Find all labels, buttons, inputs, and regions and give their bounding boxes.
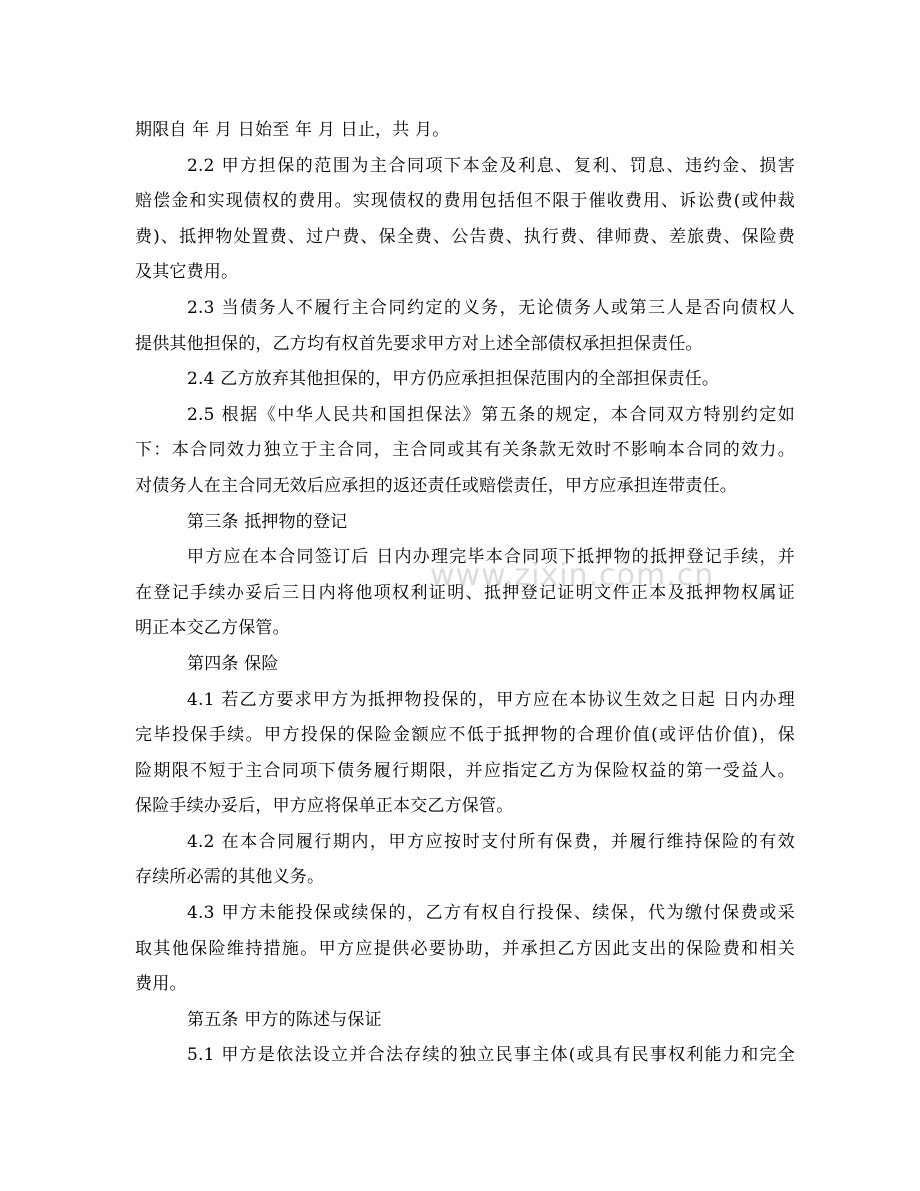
text-line: 4.1 若乙方要求甲方为抵押物投保的，甲方应在本协议生效之日起 日内办理 (187, 689, 795, 710)
text-line: 2.2 甲方担保的范围为主合同项下本金及利息、复利、罚息、违约金、损害 (187, 155, 795, 176)
text-line: 下：本合同效力独立于主合同，主合同或其有关条款无效时不影响本合同的效力。 (135, 440, 795, 461)
text-line: 保险手续办妥后，甲方应将保单正本交乙方保管。 (135, 796, 514, 817)
text-line: 及其它费用。 (135, 262, 239, 283)
text-line: 险期限不短于主合同项下债务履行期限，并应指定乙方为保险权益的第一受益人。 (135, 760, 795, 781)
text-line: 2.4 乙方放弃其他担保的，甲方仍应承担担保范围内的全部担保责任。 (187, 369, 720, 390)
text-line: 费用。 (135, 974, 187, 995)
watermark: www.zixin.com.cn (430, 558, 715, 593)
text-line: 4.3 甲方未能投保或续保的，乙方有权自行投保、续保，代为缴付保费或采 (187, 903, 795, 924)
text-line: 2.3 当债务人不履行主合同约定的义务，无论债务人或第三人是否向债权人 (187, 297, 795, 318)
text-line: 第四条 保险 (187, 653, 279, 674)
text-line: 存续所必需的其他义务。 (135, 867, 325, 888)
text-line: 赔偿金和实现债权的费用。实现债权的费用包括但不限于催收费用、诉讼费(或仲裁 (135, 191, 795, 212)
text-line: 甲方应在本合同签订后 日内办理完毕本合同项下抵押物的抵押登记手续，并 (187, 547, 795, 568)
text-line: 5.1 甲方是依法设立并合法存续的独立民事主体(或具有民事权利能力和完全 (187, 1045, 795, 1066)
text-line: 第三条 抵押物的登记 (187, 511, 348, 532)
text-line: 期限自 年 月 日始至 年 月 日止，共 月。 (135, 120, 450, 140)
text-line: 在登记手续办妥后三日内将他项权利证明、抵押登记证明文件正本及抵押物权属证 (135, 582, 795, 603)
text-line: 4.2 在本合同履行期内，甲方应按时支付所有保费，并履行维持保险的有效 (187, 831, 795, 852)
text-line: 取其他保险维持措施。甲方应提供必要协助，并承担乙方因此支出的保险费和相关 (135, 938, 795, 959)
text-line: 第五条 甲方的陈述与保证 (187, 1009, 382, 1030)
text-line: 完毕投保手续。甲方投保的保险金额应不低于抵押物的合理价值(或评估价值)，保 (135, 725, 795, 746)
text-line: 提供其他担保的，乙方均有权首先要求甲方对上述全部债权承担担保责任。 (135, 333, 703, 354)
text-line: 2.5 根据《中华人民共和国担保法》第五条的规定，本合同双方特别约定如 (187, 404, 795, 425)
text-line: 费)、抵押物处置费、过户费、保全费、公告费、执行费、律师费、差旅费、保险费 (135, 226, 795, 247)
text-line: 对债务人在主合同无效后应承担的返还责任或赔偿责任，甲方应承担连带责任。 (135, 475, 737, 496)
contract-body (135, 113, 795, 1074)
text-line: 明正本交乙方保管。 (135, 618, 290, 639)
